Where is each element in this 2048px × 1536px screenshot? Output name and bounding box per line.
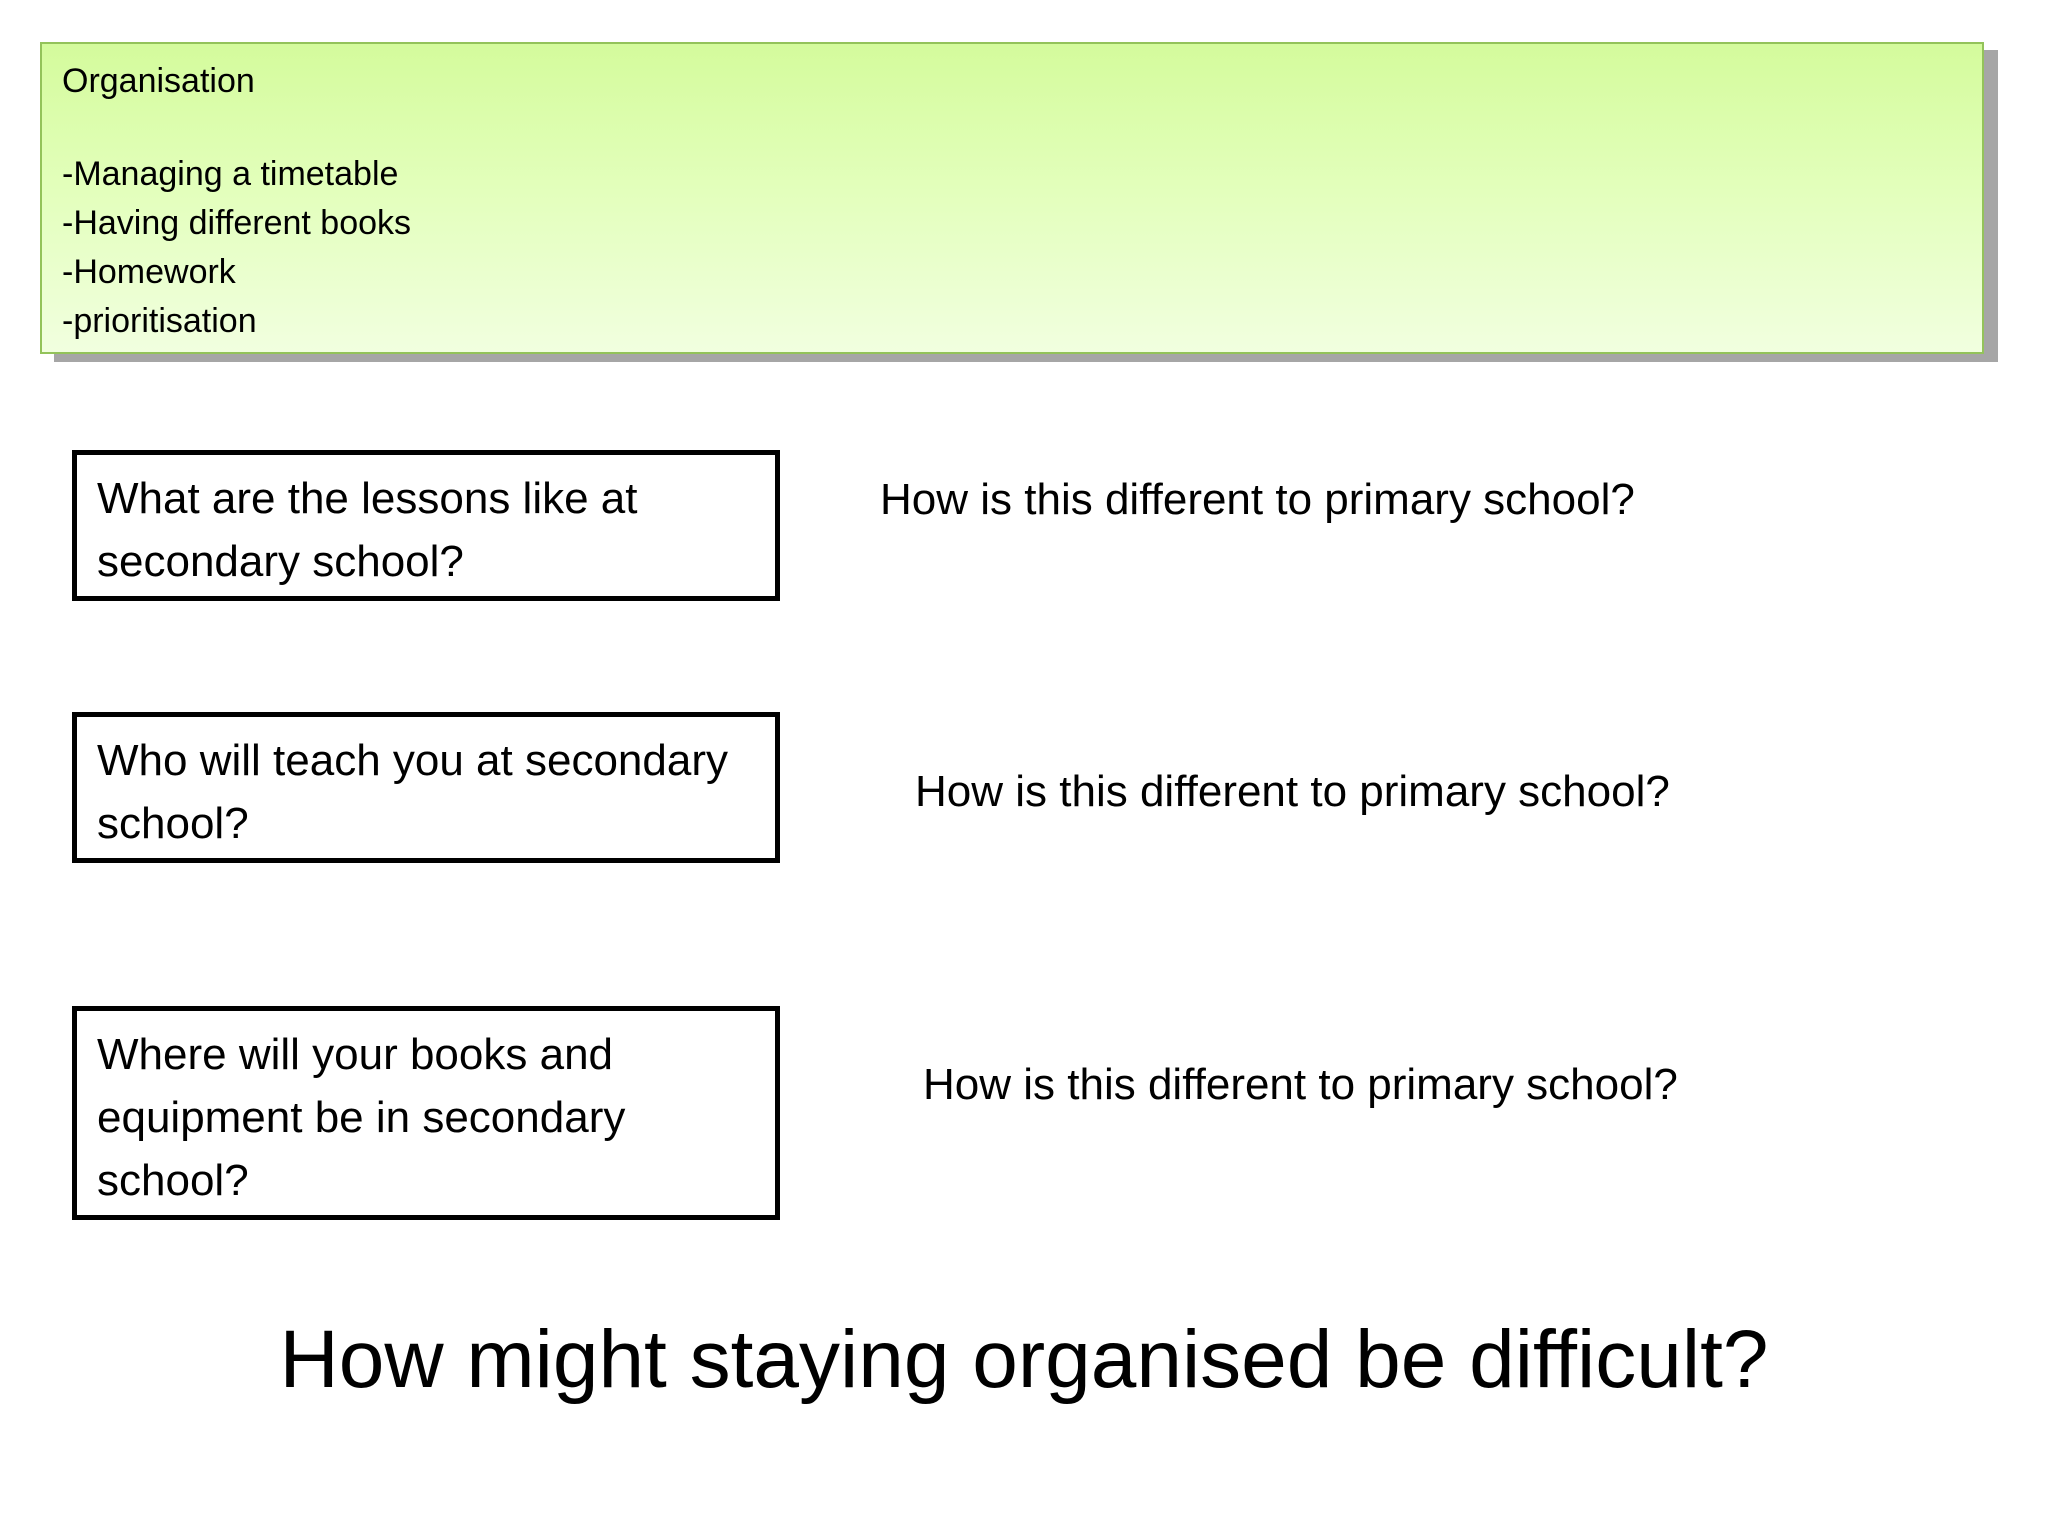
banner-item-books: -Having different books [62, 204, 412, 242]
difference-prompt-teachers: How is this different to primary school? [915, 767, 1670, 816]
difference-prompt-lessons: How is this different to primary school? [880, 475, 1635, 524]
question-box-teachers: Who will teach you at secondary school? [72, 712, 780, 863]
closing-question: How might staying organised be difficult? [279, 1314, 1769, 1405]
banner-item-prioritisation: -prioritisation [62, 302, 257, 340]
question-box-equipment: Where will your books and equipment be in secondary school? [72, 1006, 780, 1220]
banner-item-homework: -Homework [62, 253, 236, 291]
banner-title: Organisation [62, 62, 255, 100]
organisation-banner [40, 42, 1984, 354]
difference-prompt-equipment: How is this different to primary school? [923, 1060, 1678, 1109]
question-box-lessons: What are the lessons like at secondary school? [72, 450, 780, 601]
banner-item-timetable: -Managing a timetable [62, 155, 399, 193]
